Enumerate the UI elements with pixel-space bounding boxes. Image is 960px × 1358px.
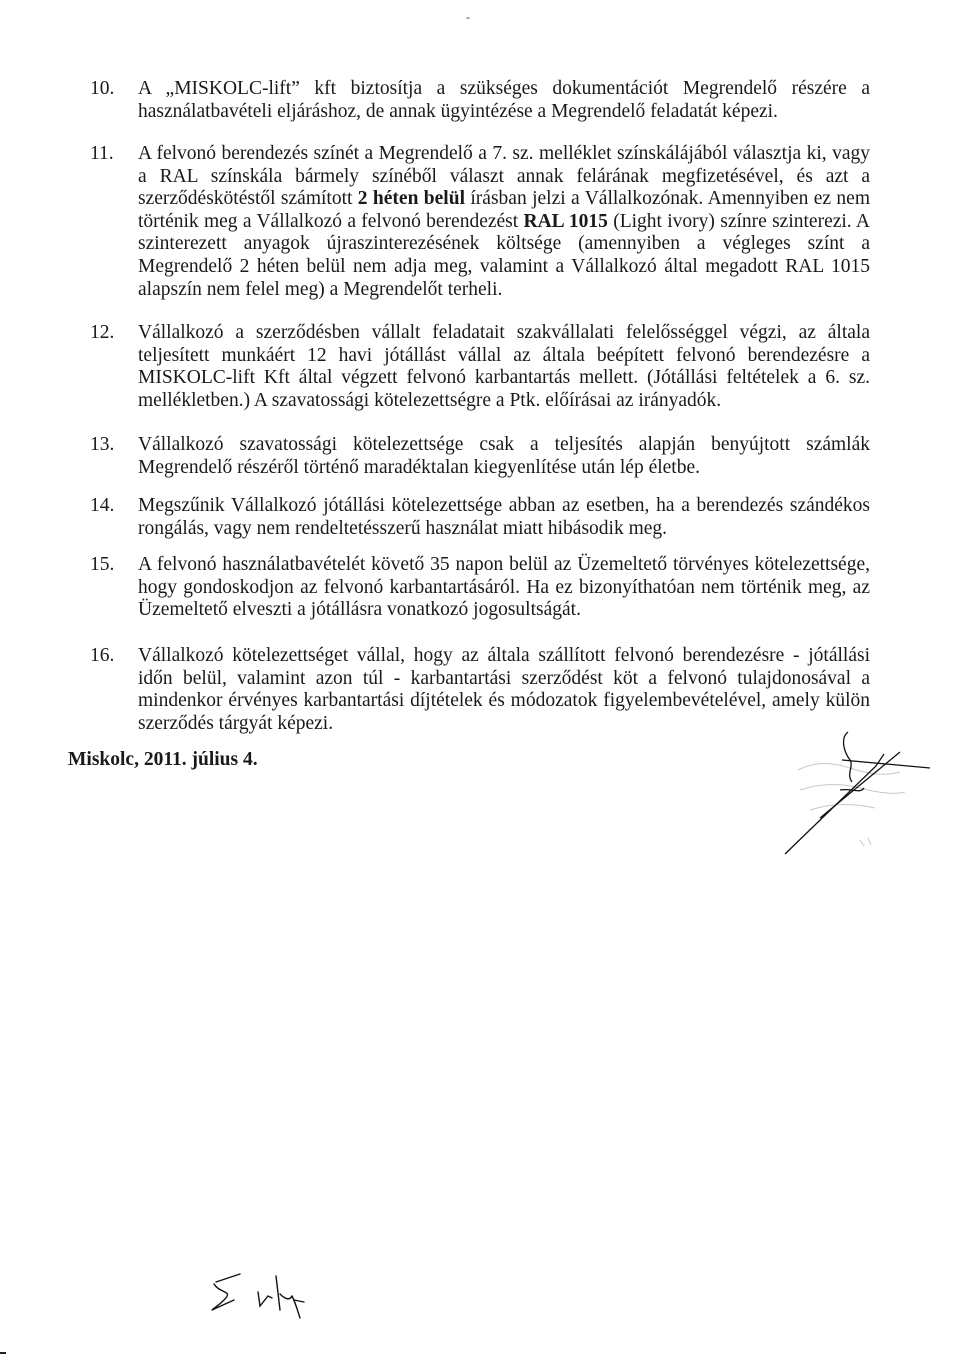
clause-text	[138, 143, 870, 301]
clause-13	[90, 434, 870, 479]
clause-number: 10.	[90, 78, 115, 99]
clause-text-part: (Light ivory) színre szinterezi. A szinterezett anyagok újraszinterezésének költsége (amennyiben a végleges színt a Megrendelő 2 héten belül nem adja meg, valamint a Vállalkozó által megadott RAL 1015 alapszín nem felel meg) a Megrendelőt terheli.	[138, 210, 870, 300]
clause-text-part: Vállalkozó szavatossági kötelezettsége csak a teljesítés alapján benyújtott számlák Megrendelő részéről történő maradéktalan kiegyenlítése után lép életbe.	[138, 434, 870, 478]
faint-stamp	[798, 763, 905, 846]
clause-text	[138, 322, 870, 412]
initials-signature	[210, 1270, 320, 1340]
clause-10	[90, 78, 870, 123]
clause-11	[90, 143, 870, 301]
clause-text-bold: 2 héten belül	[357, 188, 465, 210]
clause-text-part: A felvonó berendezés színét a Megrendelő a 7. sz. melléklet színskálájából választja ki, vagy a RAL színskála bármely színéből választ annak felárának megfizetésével, és azt a szerződéskötéstől számított	[138, 143, 870, 210]
signature	[785, 732, 930, 854]
place-date: Miskolc, 2011. július 4.	[68, 749, 258, 770]
clause-text-part: A felvonó használatbavételét követő 35 napon belül az Üzemeltető törvényes kötelezettsége, hogy gondoskodjon az felvonó karbantartásáról. Ha ez bizonyíthatóan nem történik meg, az Üzemeltető elveszti a jótállásra vonatkozó jogosultságát.	[138, 554, 870, 621]
clause-text-bold: RAL 1015	[523, 210, 608, 232]
clause-number: 16.	[90, 645, 115, 666]
clause-text	[138, 554, 870, 622]
top-mark: -	[466, 10, 470, 24]
clause-number: 11.	[90, 143, 114, 164]
clause-text	[138, 495, 870, 540]
clause-16	[90, 645, 870, 735]
corner-tick	[0, 1352, 6, 1354]
clause-14	[90, 495, 870, 540]
clause-text	[138, 645, 870, 735]
clause-number: 15.	[90, 554, 115, 575]
clause-text-part: írásban jelzi a Vállalkozónak. Amennyiben ez nem történik meg a Vállalkozó a felvonó berendezést	[138, 188, 870, 232]
clause-text-part: Vállalkozó a szerződésben vállalt feladatait szakvállalati felelősséggel végzi, az általa teljesített munkáért 12 havi jótállást vállal az általa beépített felvonó berendezésre a MISKOLC-lift Kft által végzett felvonó karbantartás mellett. (Jótállási feltételek a 6. sz. mellékletben.) A szavatossági kötelezettségre a Ptk. előírásai az irányadók.	[138, 322, 870, 411]
clause-text	[138, 434, 870, 479]
clause-text-part: Megszűnik Vállalkozó jótállási kötelezettsége abban az esetben, ha a berendezés szándékos rongálás, vagy nem rendeltetésszerű használat miatt hibásodik meg.	[138, 495, 870, 539]
clause-text-part: Vállalkozó kötelezettséget vállal, hogy az általa szállított felvonó berendezésre - jótállási időn belül, valamint azon túl - karbantartási szerződést köt a felvonó tulajdonosával a mindenkor érvényes karbantartási díjtételek és módozatok figyelembevételével, amely külön szerződés tárgyát képezi.	[138, 645, 870, 734]
clause-number: 12.	[90, 322, 115, 343]
clause-number: 13.	[90, 434, 115, 455]
signature-stamp	[780, 730, 930, 860]
clause-text-part: A „MISKOLC-lift” kft biztosítja a szükséges dokumentációt Megrendelő részére a használatbavételi eljáráshoz, de annak ügyintézése a Megrendelő feladatát képezi.	[138, 78, 870, 122]
clause-15	[90, 554, 870, 622]
clause-text	[138, 78, 870, 123]
clause-12	[90, 322, 870, 412]
clause-number: 14.	[90, 495, 115, 516]
